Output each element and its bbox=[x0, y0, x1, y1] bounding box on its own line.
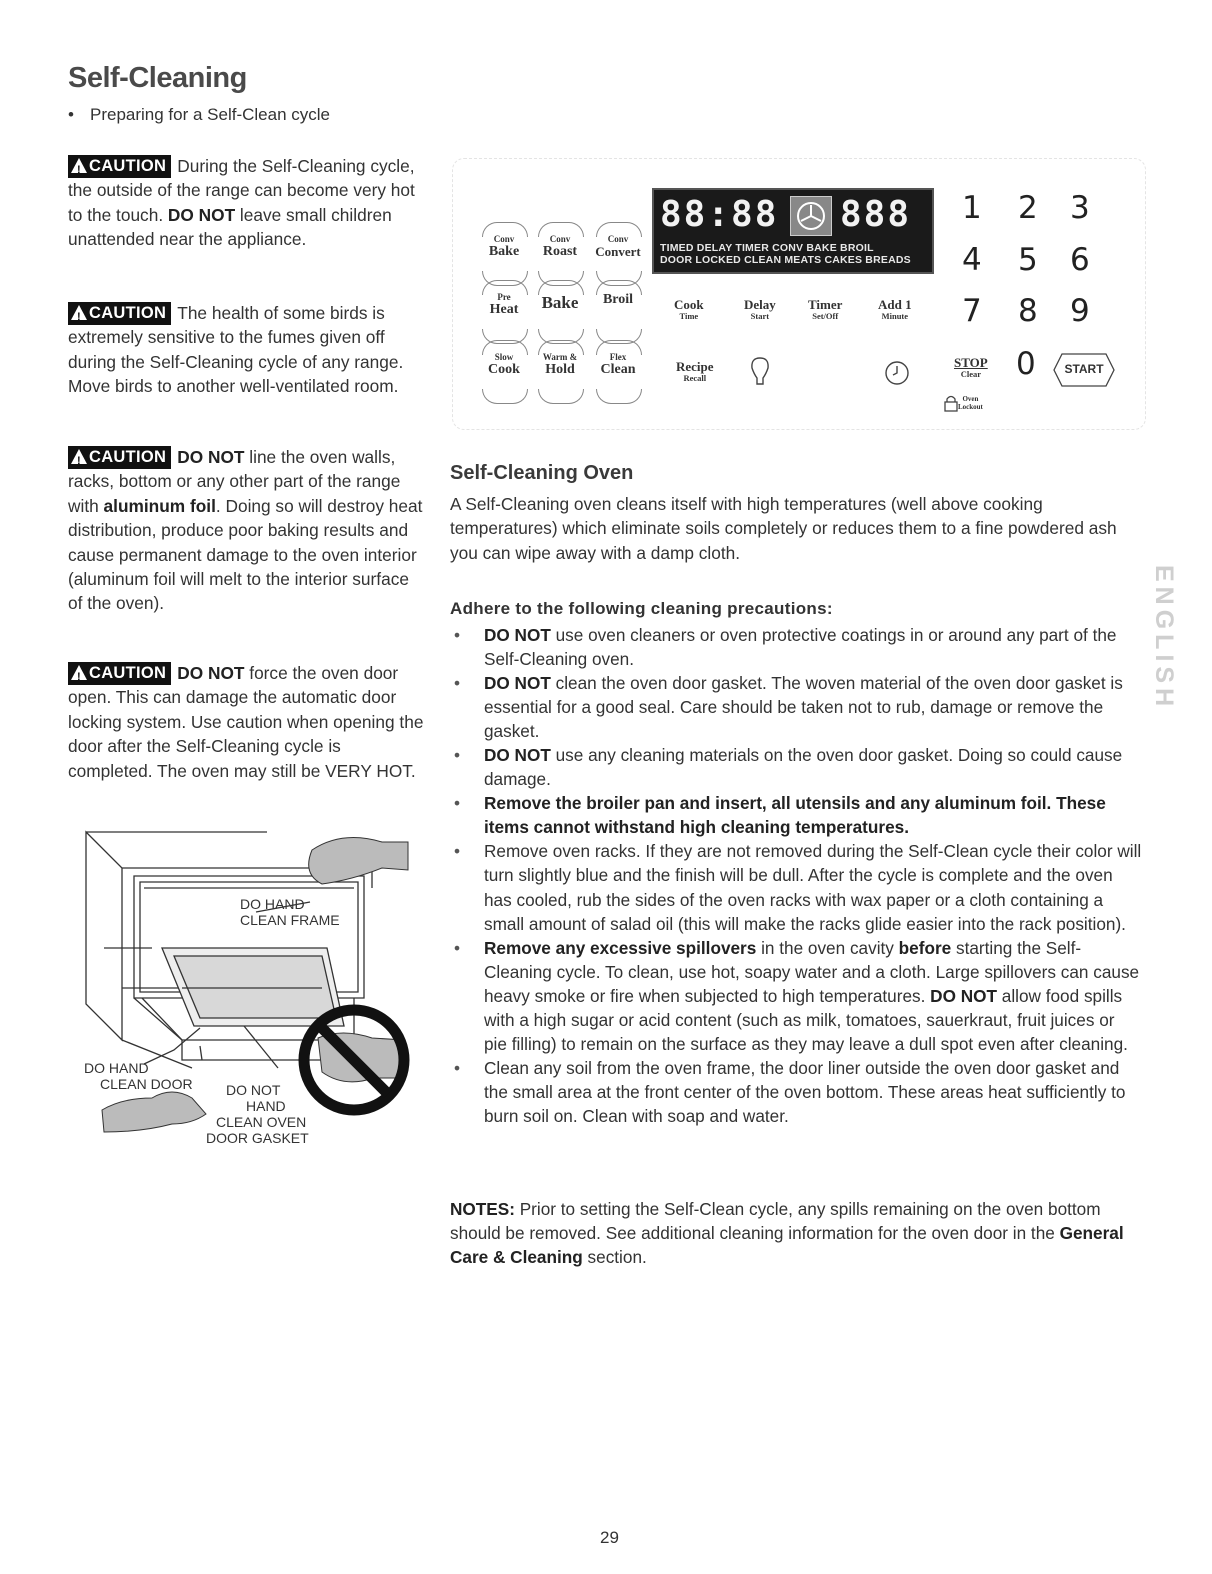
warning-icon: ! bbox=[71, 665, 87, 680]
precaution-item: • Remove any excessive spillovers in the oven cavity before starting the Self-Cleaning cycle. To clean, use hot, soapy water and a cloth. Large spillovers can cause heavy smoke or fire when subjected to high temperatures. DO NOT allow food spills with a high sugar or acid content (such as milk, tomatoes, sauerkraut, fruit juices or pie filling) to remain on the surface as they may leave a dull spot even after cleaning. bbox=[450, 936, 1142, 1056]
oven-lockout-label[interactable]: Oven Lockout bbox=[958, 395, 983, 411]
recipe-recall-button[interactable]: Recipe Recall bbox=[676, 359, 714, 383]
warning-icon: ! bbox=[71, 305, 87, 320]
caution-badge: ! CAUTION bbox=[68, 662, 171, 685]
precaution-item: • DO NOT use any cleaning materials on the oven door gasket. Doing so could cause damage. bbox=[450, 743, 1142, 791]
display-row-1: TIMED DELAY TIMER CONV BAKE BROIL bbox=[660, 242, 874, 254]
page-subtitle: • Preparing for a Self-Clean cycle bbox=[68, 105, 331, 124]
caution-4: ! CAUTION DO NOT force the oven door open. This can damage the automatic door locking system. Use caution when opening the door after the Self-Cleaning cycle is completed. The oven may still be VERY HOT. bbox=[68, 663, 424, 781]
key-2[interactable]: 2 bbox=[1018, 190, 1038, 226]
key-6[interactable]: 6 bbox=[1070, 242, 1090, 278]
side-tab-language bbox=[1150, 565, 1184, 715]
label-gasket-3: CLEAN OVEN bbox=[216, 1114, 307, 1130]
conv-roast-button[interactable]: Conv Roast bbox=[532, 234, 588, 274]
flex-clean-button[interactable]: Flex Clean bbox=[590, 352, 646, 392]
caution-badge: ! CAUTION bbox=[68, 155, 171, 178]
precaution-item: • Remove the broiler pan and insert, all utensils and any aluminum foil. These items cannot withstand high cleaning temperatures. bbox=[450, 791, 1142, 839]
bake-button[interactable]: Bake bbox=[532, 292, 588, 332]
preheat-button[interactable]: Pre Heat bbox=[476, 292, 532, 332]
key-8[interactable]: 8 bbox=[1018, 293, 1038, 329]
page-title: Self-Cleaning bbox=[68, 62, 247, 94]
slow-cook-button[interactable]: Slow Cook bbox=[476, 352, 532, 392]
page-number: 29 bbox=[600, 1528, 619, 1547]
caution-1: ! CAUTION During the Self-Cleaning cycle, the outside of the range can become very hot to the touch. DO NOT leave small children unattended near the appliance. bbox=[68, 156, 415, 250]
precaution-item: • DO NOT use oven cleaners or oven protective coatings in or around any part of the Self-Cleaning oven. bbox=[450, 623, 1142, 671]
cook-time-button[interactable]: Cook Time bbox=[674, 297, 704, 321]
warning-icon: ! bbox=[71, 449, 87, 464]
section-intro: A Self-Cleaning oven cleans itself with high temperatures (well above cooking temperatures) which eliminate soils completely or reduces them to a fine powdered ash you can wipe away with a damp cloth. bbox=[450, 494, 1117, 563]
delay-start-button[interactable]: Delay Start bbox=[744, 297, 776, 321]
clock-icon[interactable] bbox=[884, 360, 910, 391]
lock-icon bbox=[944, 394, 958, 417]
warm-hold-button[interactable]: Warm & Hold bbox=[532, 352, 588, 392]
section-heading: Self-Cleaning Oven bbox=[450, 462, 634, 484]
key-0[interactable]: 0 bbox=[1016, 346, 1036, 382]
start-label: START bbox=[1064, 362, 1104, 376]
caution-2: ! CAUTION The health of some birds is extremely sensitive to the fumes given off during the Self-Cleaning cycle of any range. Move birds to another well-ventilated room. bbox=[68, 303, 404, 397]
subtitle-text: Preparing for a Self-Clean cycle bbox=[90, 105, 331, 124]
label-gasket-1: DO NOT bbox=[226, 1082, 281, 1098]
label-door-1: DO HAND bbox=[84, 1060, 149, 1076]
timer-button[interactable]: Timer Set/Off bbox=[808, 297, 843, 321]
label-gasket-2: HAND bbox=[246, 1098, 286, 1114]
label-frame-2: CLEAN FRAME bbox=[240, 912, 340, 928]
oven-light-icon[interactable] bbox=[750, 356, 770, 393]
key-5[interactable]: 5 bbox=[1018, 242, 1038, 278]
key-7[interactable]: 7 bbox=[962, 293, 982, 329]
precautions-heading: Adhere to the following cleaning precautions: bbox=[450, 599, 833, 618]
oven-display bbox=[652, 188, 934, 274]
key-4[interactable]: 4 bbox=[962, 242, 982, 278]
add-minute-button[interactable]: Add 1 Minute bbox=[878, 297, 912, 321]
display-clock: 88:88 bbox=[660, 194, 779, 235]
precaution-item: • DO NOT clean the oven door gasket. The woven material of the oven door gasket is essential for a good seal. Care should be taken not to rub, damage or remove the gasket. bbox=[450, 671, 1142, 743]
label-frame-1: DO HAND bbox=[240, 896, 305, 912]
broil-button[interactable]: Broil bbox=[590, 292, 646, 332]
oven-cleaning-illustration bbox=[82, 828, 427, 1158]
warning-icon: ! bbox=[71, 158, 87, 173]
caution-badge: ! CAUTION bbox=[68, 302, 171, 325]
key-9[interactable]: 9 bbox=[1070, 293, 1090, 329]
start-button[interactable] bbox=[1052, 352, 1116, 388]
side-tab-text: ENGLISH bbox=[1150, 565, 1178, 712]
display-temp: 888 bbox=[840, 194, 912, 235]
notes-paragraph: NOTES: Prior to setting the Self-Clean cycle, any spills remaining on the oven bottom should be removed. See additional cleaning information for the oven door in the General Care & Cleaning section. bbox=[450, 1199, 1124, 1268]
key-1[interactable]: 1 bbox=[962, 190, 982, 226]
stop-clear-button[interactable]: STOP Clear bbox=[954, 355, 988, 379]
label-door-2: CLEAN DOOR bbox=[100, 1076, 193, 1092]
display-row-2: DOOR LOCKED CLEAN MEATS CAKES BREADS bbox=[660, 254, 911, 266]
conv-bake-button[interactable]: Conv Bake bbox=[476, 234, 532, 274]
caution-3: ! CAUTION DO NOT line the oven walls, racks, bottom or any other part of the range with aluminum foil. Doing so will destroy heat distribution, produce poor baking results and cause permanent damage to the oven interior (aluminum foil will melt to the interior surface of the oven). bbox=[68, 447, 423, 614]
key-3[interactable]: 3 bbox=[1070, 190, 1090, 226]
conv-convert-button[interactable]: Conv Convert bbox=[590, 234, 646, 274]
convection-fan-icon bbox=[790, 196, 832, 236]
precaution-item: • Remove oven racks. If they are not removed during the Self-Clean cycle their color will turn slightly blue and the finish will be dull. After the cycle is complete and the oven has cooled, rub the sides of the oven racks with wax paper or a cloth containing a small amount of salad oil (this will make the racks glide easier into the rack position). bbox=[450, 839, 1142, 935]
precautions-list bbox=[450, 623, 1142, 1128]
caution-badge: ! CAUTION bbox=[68, 446, 171, 469]
label-gasket-4: DOOR GASKET bbox=[206, 1130, 309, 1146]
precaution-item: • Clean any soil from the oven frame, the door liner outside the oven door gasket and the small area at the front center of the oven bottom. These areas heat sufficiently to burn soil on. Clean with soap and water. bbox=[450, 1056, 1142, 1128]
